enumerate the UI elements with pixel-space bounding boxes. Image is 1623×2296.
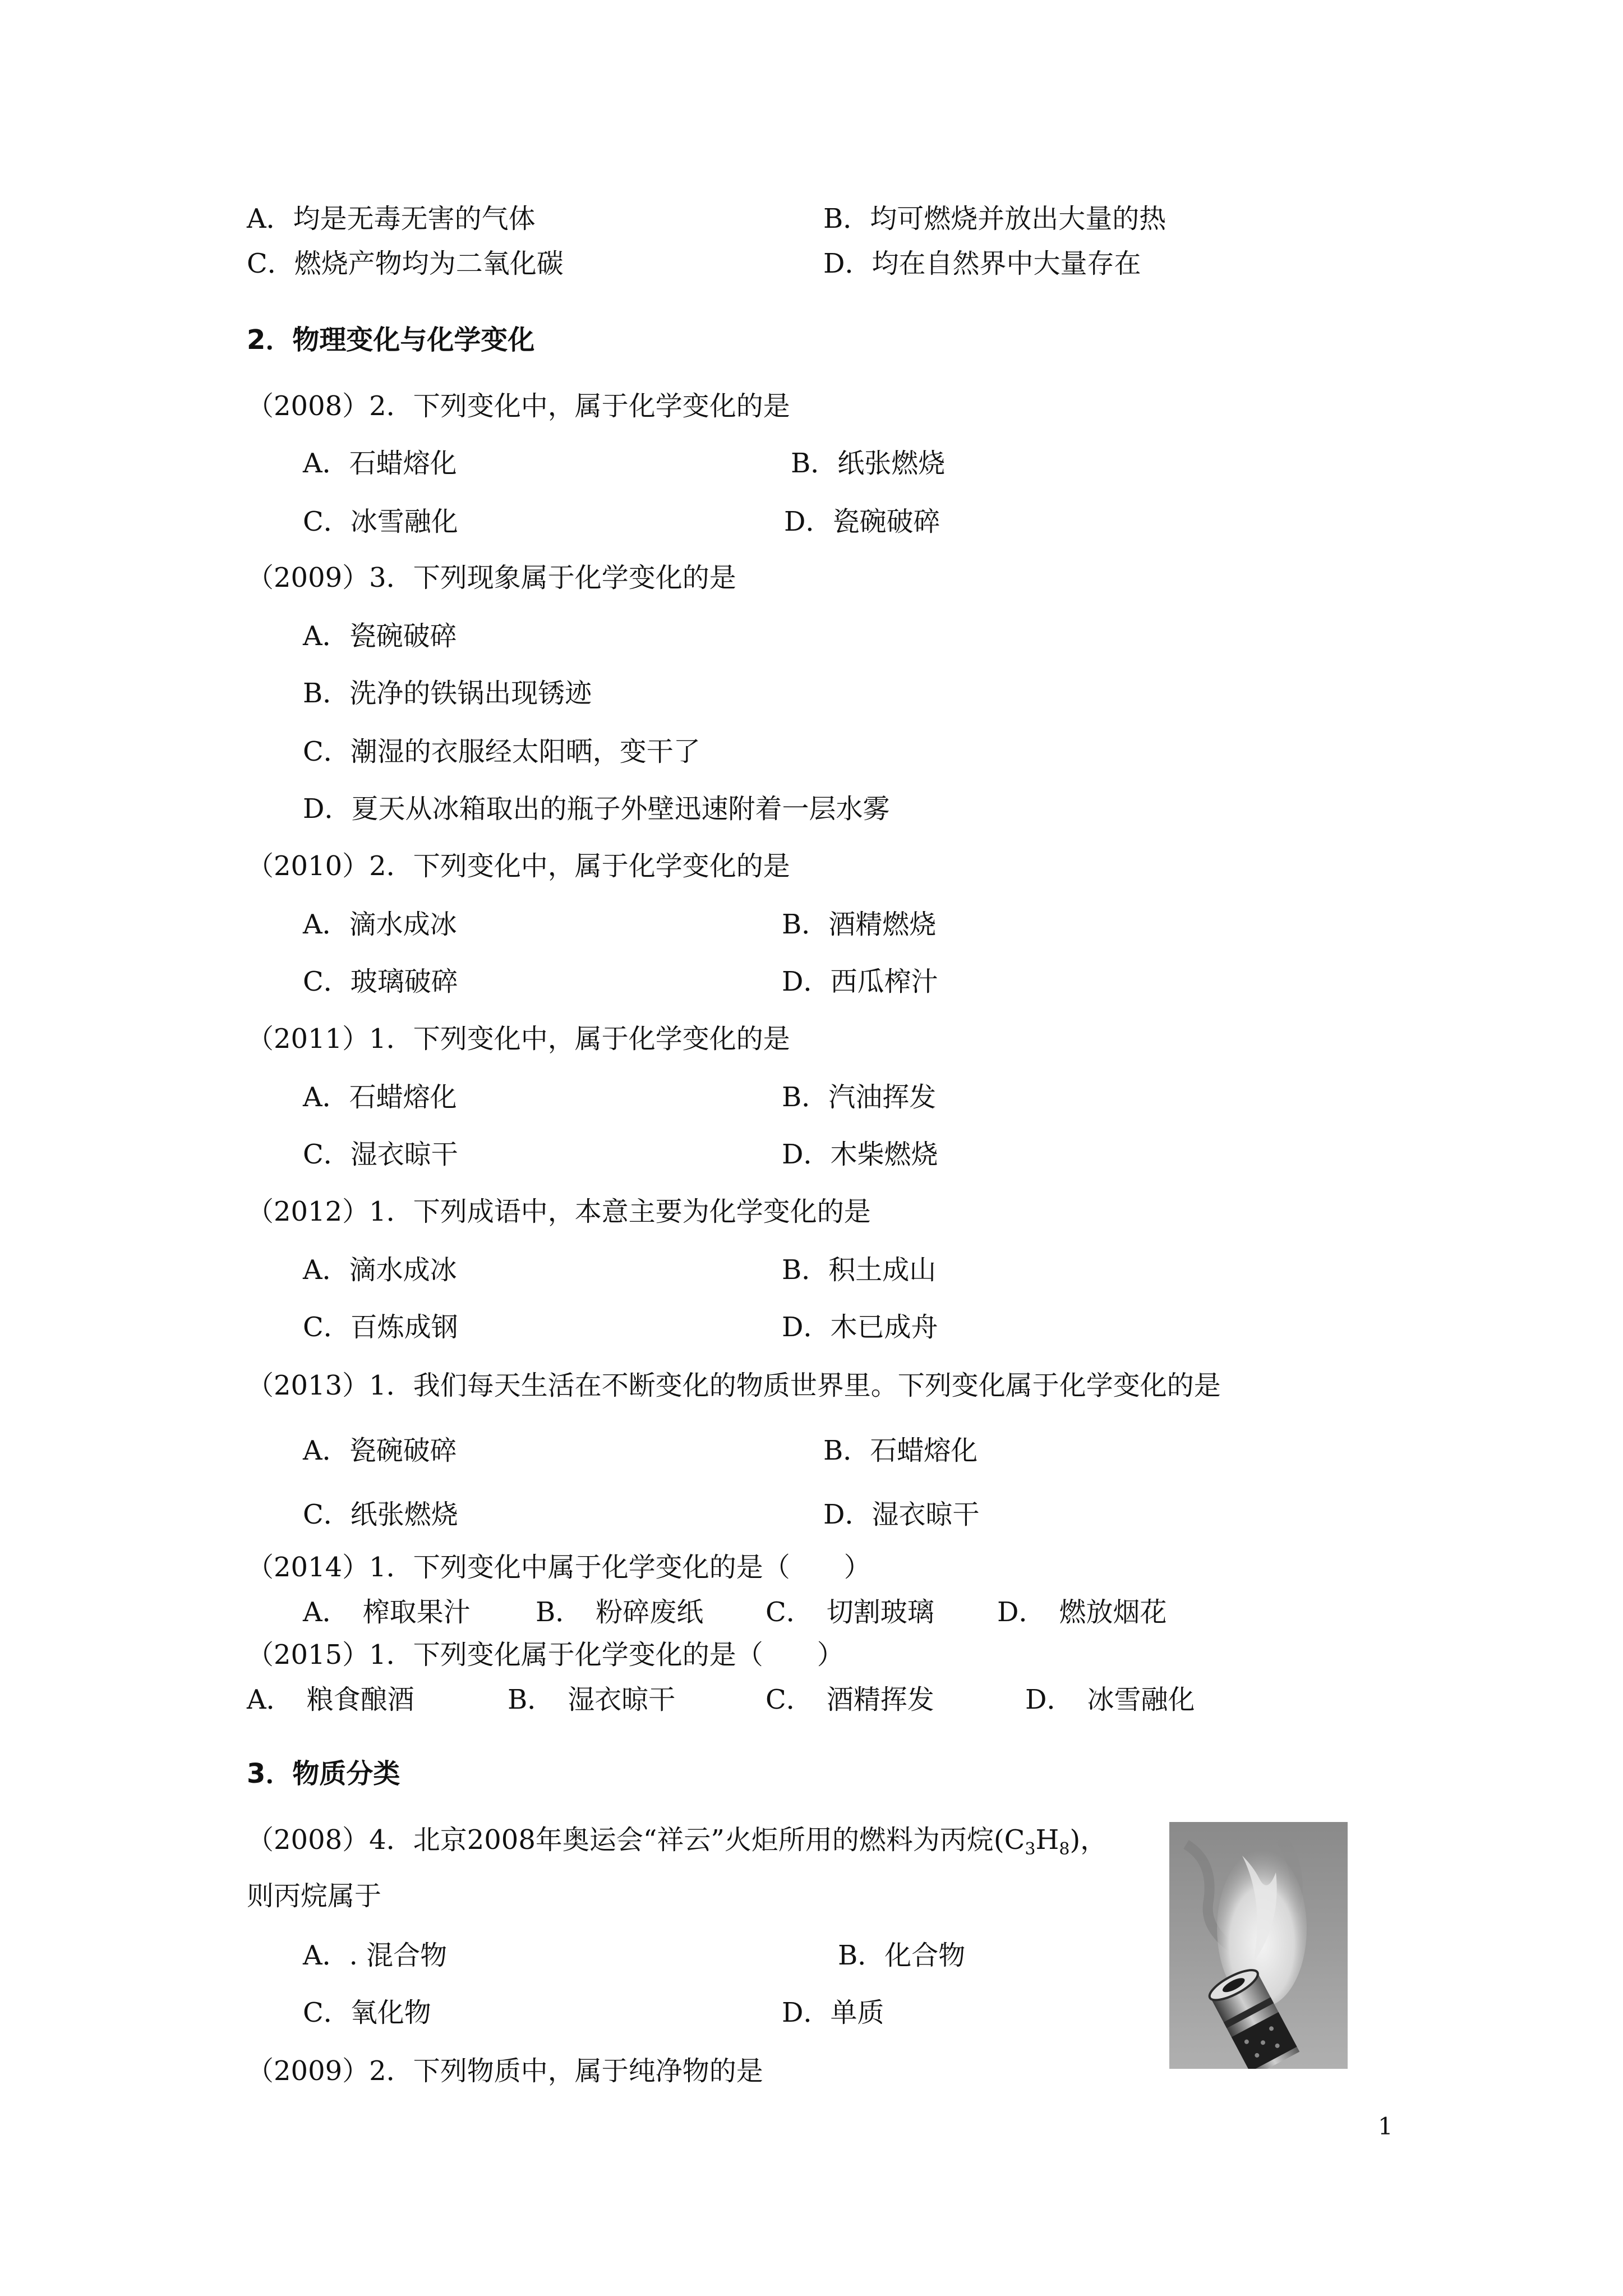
question-stem: （2014）1．下列变化中属于化学变化的是（ ） [247,1552,871,1583]
page-number: 1 [1378,2113,1393,2140]
option-a: A．石蜡熔化 [303,1082,457,1113]
option-c: C． 切割玻璃 [766,1596,934,1628]
question-stem: （2008）4．北京2008年奥运会“祥云”火炬所用的燃料为丙烷$(C_3H_8)$， [247,1824,1108,1859]
option-a: A．石蜡熔化 [303,448,457,479]
option-c: C．燃烧产物均为二氧化碳 [247,248,564,279]
option-d: D．单质 [782,1997,884,2028]
option-b: B．化合物 [838,1940,966,1971]
option-a: A．滴水成冰 [303,909,457,940]
option-d: D．瓷碗破碎 [784,506,940,537]
question-stem: （2009）2．下列物质中，属于纯净物的是 [247,2055,763,2087]
option-d: D．木已成舟 [782,1312,938,1343]
option-d: D．均在自然界中大量存在 [823,248,1141,279]
option-b: B．均可燃烧并放出大量的热 [823,203,1166,234]
question-stem: （2009）3．下列现象属于化学变化的是 [247,562,736,593]
option-c: C．玻璃破碎 [303,966,458,997]
option-a: A．均是无毒无害的气体 [247,203,536,234]
option-b: B． 粉碎废纸 [536,1596,704,1628]
section-title: 3．物质分类 [247,1758,400,1789]
question-stem: （2013）1．我们每天生活在不断变化的物质世界里。下列变化属于化学变化的是 [247,1370,1221,1401]
option-d: D．湿衣晾干 [823,1499,980,1530]
option-c: C．湿衣晾干 [303,1139,458,1170]
option-a: A． 榨取果汁 [303,1596,471,1628]
option-b: B．酒精燃烧 [782,909,937,940]
option-a: A．滴水成冰 [303,1254,457,1286]
option-c: C．百炼成钢 [303,1312,458,1343]
option-c: C．冰雪融化 [303,506,458,537]
option-c: C．氧化物 [303,1997,431,2028]
question-stem: （2012）1．下列成语中，本意主要为化学变化的是 [247,1196,871,1227]
option-c: C． 酒精挥发 [766,1684,934,1715]
option-d: D．木柴燃烧 [782,1139,938,1170]
question-stem: （2010）2．下列变化中，属于化学变化的是 [247,850,790,882]
question-stem: （2011）1．下列变化中，属于化学变化的是 [247,1023,790,1055]
question-stem-continued: 则丙烷属于 [247,1880,382,1912]
option-b: B．石蜡熔化 [823,1435,978,1466]
option-c: C．纸张燃烧 [303,1499,458,1530]
option-d: D． 冰雪融化 [1025,1684,1195,1715]
option-a: A． 粮食酿酒 [247,1684,414,1715]
torch-photo [1169,1822,1348,2069]
option-b: B．汽油挥发 [782,1082,937,1113]
option-b: B．积土成山 [782,1254,937,1286]
option-a: A．瓷碗破碎 [303,620,457,652]
question-stem: （2015）1．下列变化属于化学变化的是（ ） [247,1639,844,1671]
option-d: D．夏天从冰箱取出的瓶子外壁迅速附着一层水雾 [303,793,890,825]
option-b: B．洗净的铁锅出现锈迹 [303,678,592,709]
option-b: B． 湿衣晾干 [508,1684,676,1715]
question-stem: （2008）2．下列变化中，属于化学变化的是 [247,390,790,422]
section-title: 2．物理变化与化学变化 [247,324,535,356]
option-c: C．潮湿的衣服经太阳晒，变干了 [303,736,700,767]
option-a: A．. 混合物 [303,1940,448,1971]
option-d: D． 燃放烟花 [997,1596,1167,1628]
option-b: B．纸张燃烧 [791,448,946,479]
option-d: D．西瓜榨汁 [782,966,938,997]
option-a: A．瓷碗破碎 [303,1435,457,1466]
